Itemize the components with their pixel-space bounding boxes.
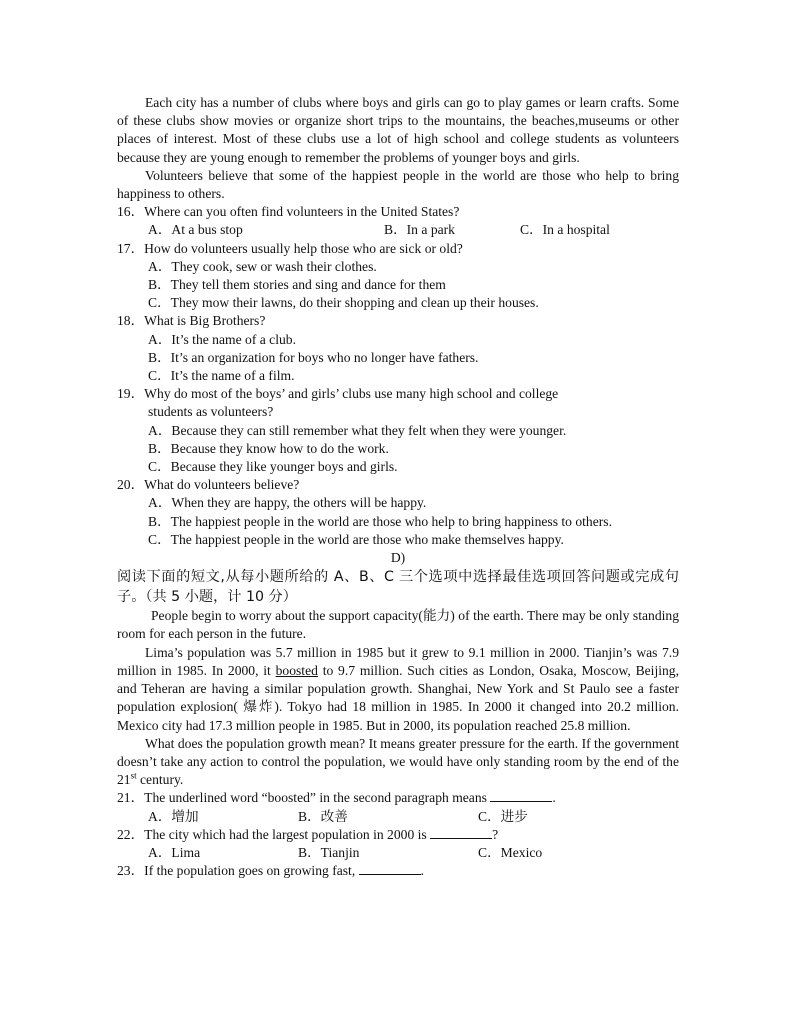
option-a[interactable]: A．At a bus stop (148, 222, 243, 238)
passage-d-para1: People begin to worry about the support capacity(能力) of the earth. There may be only standing room for each person in the future. (117, 608, 679, 642)
answer-blank[interactable] (490, 789, 552, 802)
question-18 (117, 312, 679, 385)
option-c[interactable]: C．In a hospital (520, 222, 610, 238)
option-c[interactable]: C．Mexico (478, 844, 543, 860)
answer-blank[interactable] (430, 826, 492, 839)
question-stem-continued: students as volunteers? (148, 404, 274, 420)
passage-d-para2 (117, 644, 679, 735)
stem-end: . (420, 863, 425, 879)
option-row (117, 221, 679, 239)
answer-blank[interactable] (359, 862, 421, 875)
option-row (117, 808, 679, 826)
stem-text: 23．If the population goes on growing fast, (117, 863, 359, 879)
para2-text-a: Lima’s population was 5.7 million in 1985 but it grew to 9.1 million in 2000. Tianjin’s was 7.9 million in 1985. In 2000, it (117, 644, 679, 678)
option-b[interactable]: B．改善 (298, 808, 348, 824)
option-b[interactable]: B．Tianjin (298, 844, 360, 860)
option-a[interactable]: A．It’s the name of a club. (148, 331, 296, 347)
option-b[interactable]: B．They tell them stories and sing and dance for them (148, 277, 446, 293)
option-b[interactable]: B．It’s an organization for boys who no longer have fathers. (148, 349, 479, 365)
question-stem (117, 826, 679, 844)
option-row (117, 844, 679, 862)
option-b[interactable]: B．The happiest people in the world are those who help to bring happiness to others. (148, 513, 612, 529)
stem-end: . (552, 790, 556, 806)
section-d-marker: D) (390, 550, 406, 566)
passage-d-para3 (117, 735, 679, 790)
para2-text-b: to 9.7 million. Such cities as London, Osaka, Moscow, Beijing, and Teheran are having a similar population growth. Shanghai, New York and St Paulo see a faster population explosion( 爆炸). Tokyo had 18 million in 1985. In 2000 it changed into 20.2 million. Mexico city had 17.3 million people in 1985. But in 2000, its population reached 25.8 million. (117, 662, 679, 733)
stem-text: 22．The city which had the largest population in 2000 is (117, 826, 431, 842)
question-stem: 19．Why do most of the boys’ and girls’ clubs use many high school and college (117, 386, 559, 402)
question-stem: 17．How do volunteers usually help those who are sick or old? (117, 240, 463, 256)
option-c[interactable]: C．It’s the name of a film. (148, 368, 295, 384)
stem-text: 21．The underlined word “boosted” in the second paragraph means (117, 790, 491, 806)
question-19 (117, 385, 679, 476)
question-stem (117, 862, 679, 880)
option-c[interactable]: C．They mow their lawns, do their shopping and clean up their houses. (148, 295, 539, 311)
question-stem (117, 789, 679, 807)
question-stem: 16．Where can you often find volunteers in the United States? (117, 204, 460, 220)
option-a[interactable]: A．增加 (148, 808, 199, 824)
exam-content (117, 94, 679, 880)
question-17 (117, 240, 679, 313)
question-stem: 20．What do volunteers believe? (117, 477, 300, 493)
question-20 (117, 476, 679, 549)
para3-text-a: What does the population growth mean? It means greater pressure for the earth. If the government doesn’t take any action to control the population, we would have only standing room by the end of the 21 (117, 735, 679, 788)
option-a[interactable]: A．When they are happy, the others will be happy. (148, 495, 427, 511)
option-a[interactable]: A．Lima (148, 844, 201, 860)
stem-end: ? (492, 826, 499, 842)
para3-text-b: century. (136, 772, 184, 788)
option-c[interactable]: C．Because they like younger boys and girls. (148, 459, 398, 475)
question-16 (117, 203, 679, 239)
option-c[interactable]: C．The happiest people in the world are those who make themselves happy. (148, 531, 564, 547)
question-stem: 18．What is Big Brothers? (117, 313, 266, 329)
option-a[interactable]: A．They cook, sew or wash their clothes. (148, 258, 377, 274)
option-c[interactable]: C．进步 (478, 808, 528, 824)
ordinal-suffix: st (130, 770, 137, 781)
section-d-instruction: 阅读下面的短文,从每小题所给的 A、B、C 三个选项中选择最佳选项回答问题或完成句子。（共 5 小题，计 10 分） (117, 569, 679, 606)
passage-c-para1: Each city has a number of clubs where boys and girls can go to play games or learn crafts. Some of these clubs show movies or organize short trips to the mountains, the beaches,museums or other places of interest. Most of these clubs use a lot of high school and college students as volunteers because they are young enough to remember the problems of younger boys and girls. (117, 95, 679, 165)
question-22 (117, 826, 679, 862)
question-21 (117, 789, 679, 825)
option-a[interactable]: A．Because they can still remember what they felt when they were younger. (148, 422, 567, 438)
underlined-word: boosted (275, 662, 318, 678)
passage-c-para2: Volunteers believe that some of the happiest people in the world are those who help to bring happiness to others. (117, 167, 679, 202)
option-b[interactable]: B．Because they know how to do the work. (148, 440, 389, 456)
option-b[interactable]: B．In a park (384, 222, 455, 238)
question-23 (117, 862, 679, 880)
